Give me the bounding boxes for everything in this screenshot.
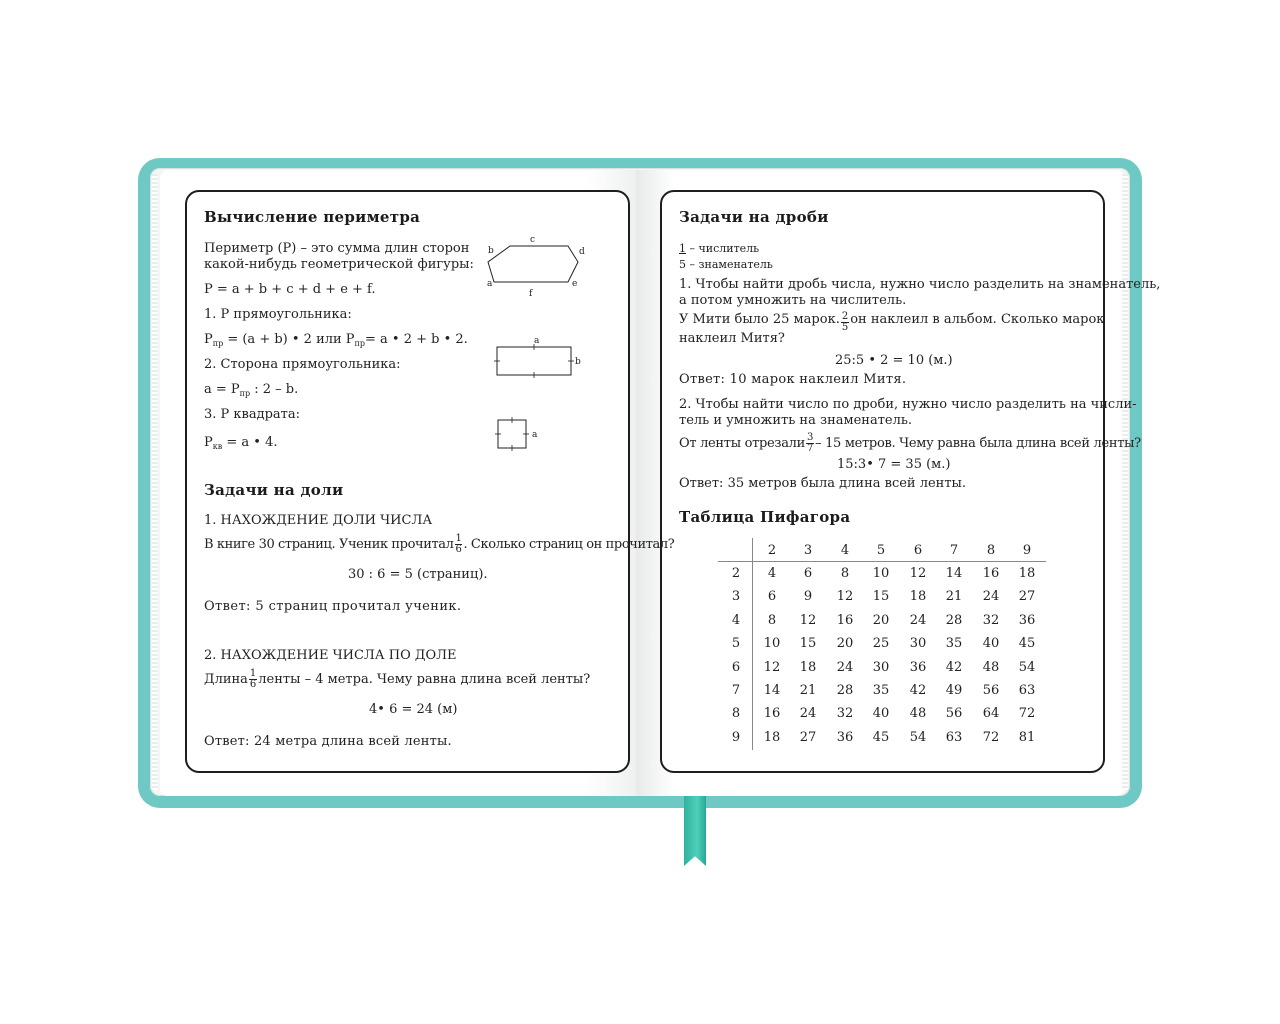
table-cell: 18 <box>799 660 817 675</box>
table-cell: 45 <box>872 730 890 745</box>
table-cell: 12 <box>799 613 817 628</box>
rectangle-diagram <box>490 334 590 380</box>
definition-line-1: Периметр (Р) – это сумма длин сторон <box>204 241 470 256</box>
table-cell: 12 <box>909 566 927 581</box>
shares-title: Задачи на доли <box>204 481 344 499</box>
table-row-label: 5 <box>731 636 741 651</box>
table-cell: 16 <box>763 706 781 721</box>
table-header-cell: 2 <box>767 543 777 558</box>
square-heading: 3. Р квадрата: <box>204 407 301 422</box>
rule1-line1: 1. Чтобы найти дробь числа, нужно число разделить на знаменатель, <box>679 277 1161 292</box>
table-cell: 10 <box>872 566 890 581</box>
table-cell: 48 <box>909 706 927 721</box>
table-row-label: 8 <box>731 706 741 721</box>
table-cell: 56 <box>982 683 1000 698</box>
table-row-label: 6 <box>731 660 741 675</box>
problem2-text: От ленты отрезали $\frac{3}{7}$ – 15 метров. Чему равна была длина всей ленты? <box>679 432 1141 454</box>
table-row-label: 4 <box>731 613 741 628</box>
table-cell: 32 <box>836 706 854 721</box>
table-header-cell: 8 <box>986 543 996 558</box>
table-cell: 24 <box>836 660 854 675</box>
table-cell: 18 <box>909 589 927 604</box>
hex-label-a: a <box>487 279 493 289</box>
table-row-label: 9 <box>731 730 741 745</box>
table-cell: 35 <box>872 683 890 698</box>
problem2-solution: 15:3• 7 = 35 (м.) <box>837 457 951 472</box>
side-heading: 2. Сторона прямоугольника: <box>204 357 401 372</box>
table-cell: 8 <box>767 613 777 628</box>
table-cell: 40 <box>872 706 890 721</box>
table-cell: 54 <box>1018 660 1036 675</box>
table-cell: 36 <box>909 660 927 675</box>
table-cell: 16 <box>836 613 854 628</box>
table-cell: 12 <box>836 589 854 604</box>
hex-label-b: b <box>488 246 494 256</box>
problem1-solution: 25:5 • 2 = 10 (м.) <box>835 353 953 368</box>
table-cell: 32 <box>982 613 1000 628</box>
table-cell: 14 <box>945 566 963 581</box>
table-cell: 72 <box>1018 706 1036 721</box>
table-cell: 30 <box>909 636 927 651</box>
rect-label-b: b <box>575 357 581 367</box>
table-row-label: 3 <box>731 589 741 604</box>
table-cell: 36 <box>836 730 854 745</box>
left-page-edge <box>152 174 158 790</box>
table-cell: 20 <box>836 636 854 651</box>
table-cell: 30 <box>872 660 890 675</box>
hex-label-e: e <box>572 279 578 289</box>
right-page-edge <box>1122 174 1128 790</box>
table-cell: 4 <box>767 566 777 581</box>
table-cell: 18 <box>1018 566 1036 581</box>
table-cell: 81 <box>1018 730 1036 745</box>
task1-heading: 1. НАХОЖДЕНИЕ ДОЛИ ЧИСЛА <box>204 513 433 528</box>
table-cell: 49 <box>945 683 963 698</box>
table-cell: 35 <box>945 636 963 651</box>
table-cell: 27 <box>799 730 817 745</box>
problem1-line2: наклеил Митя? <box>679 331 785 346</box>
table-header-cell: 4 <box>840 543 850 558</box>
table-header-cell: 7 <box>949 543 959 558</box>
table-cell: 56 <box>945 706 963 721</box>
perimeter-title: Вычисление периметра <box>204 208 421 226</box>
table-vertical-rule <box>752 538 753 750</box>
problem2-answer: Ответ: 35 метров была длина всей ленты. <box>679 476 967 491</box>
table-cell: 63 <box>945 730 963 745</box>
task2-text: Длина $\frac{1}{6}$ ленты – 4 метра. Чему равна длина всей ленты? <box>204 668 591 690</box>
table-cell: 8 <box>840 566 850 581</box>
table-header-cell: 5 <box>876 543 886 558</box>
table-cell: 10 <box>763 636 781 651</box>
table-cell: 24 <box>799 706 817 721</box>
rectangle-formula: $Р_{пр} = (a + b)$ • 2 или $Р_{пр}= a$ • 2 + b • 2. <box>204 332 468 348</box>
problem1-text: У Мити было 25 марок. $\frac{2}{5}$ он наклеил в альбом. Сколько марок <box>679 311 1105 333</box>
task2-solution: 4• 6 = 24 (м) <box>369 702 458 717</box>
table-cell: 15 <box>872 589 890 604</box>
hex-label-d: d <box>579 247 585 257</box>
task1-answer: Ответ: 5 страниц прочитал ученик. <box>204 599 462 614</box>
square-formula: $Р_{кв} = a$ • 4. <box>204 435 278 451</box>
rule2-line2: тель и умножить на знаменатель. <box>679 413 913 428</box>
task1-solution: 30 : 6 = 5 (страниц). <box>348 567 488 582</box>
hexagon-diagram <box>482 232 592 300</box>
table-cell: 21 <box>799 683 817 698</box>
table-header-cell: 6 <box>913 543 923 558</box>
table-cell: 15 <box>799 636 817 651</box>
table-header-cell: 9 <box>1022 543 1032 558</box>
hex-label-c: c <box>530 235 536 245</box>
table-cell: 28 <box>945 613 963 628</box>
table-cell: 72 <box>982 730 1000 745</box>
rect-label-a: a <box>534 336 540 346</box>
rule2-line1: 2. Чтобы найти число по дроби, нужно число разделить на числи- <box>679 397 1137 412</box>
square-label-a: a <box>532 430 538 440</box>
table-cell: 48 <box>982 660 1000 675</box>
task2-answer: Ответ: 24 метра длина всей ленты. <box>204 734 452 749</box>
table-cell: 36 <box>1018 613 1036 628</box>
table-horizontal-rule <box>718 561 1046 562</box>
pythagoras-table-title: Таблица Пифагора <box>679 508 851 526</box>
table-cell: 54 <box>909 730 927 745</box>
perimeter-formula: Р = a + b + c + d + e + f. <box>204 282 376 297</box>
table-cell: 25 <box>872 636 890 651</box>
table-row-label: 7 <box>731 683 741 698</box>
table-cell: 63 <box>1018 683 1036 698</box>
table-cell: 14 <box>763 683 781 698</box>
table-cell: 24 <box>982 589 1000 604</box>
table-cell: 42 <box>909 683 927 698</box>
table-cell: 6 <box>767 589 777 604</box>
fractions-title: Задачи на дроби <box>679 208 829 226</box>
definition-line-2: какой-нибудь геометрической фигуры: <box>204 257 474 272</box>
hex-label-f: f <box>529 289 533 299</box>
table-cell: 20 <box>872 613 890 628</box>
task1-text: В книге 30 страниц. Ученик прочитал $\frac{1}{6}$ . Сколько страниц он прочитал? <box>204 533 675 555</box>
numerator-legend: 1 – числитель <box>679 242 760 255</box>
table-cell: 40 <box>982 636 1000 651</box>
square-diagram <box>492 416 552 452</box>
problem1-answer: Ответ: 10 марок наклеил Митя. <box>679 372 907 387</box>
side-formula: $a = Р_{пр}$ : 2 – b. <box>204 382 299 398</box>
table-cell: 21 <box>945 589 963 604</box>
table-cell: 16 <box>982 566 1000 581</box>
table-cell: 9 <box>803 589 813 604</box>
table-cell: 27 <box>1018 589 1036 604</box>
table-cell: 6 <box>803 566 813 581</box>
table-header-cell: 3 <box>803 543 813 558</box>
rule1-line2: а потом умножить на числитель. <box>679 293 907 308</box>
table-cell: 28 <box>836 683 854 698</box>
table-row-label: 2 <box>731 566 741 581</box>
rectangle-heading: 1. Р прямоугольника: <box>204 307 352 322</box>
bookmark-ribbon <box>684 796 706 866</box>
task2-heading: 2. НАХОЖДЕНИЕ ЧИСЛА ПО ДОЛЕ <box>204 648 457 663</box>
table-cell: 18 <box>763 730 781 745</box>
table-cell: 45 <box>1018 636 1036 651</box>
table-cell: 12 <box>763 660 781 675</box>
denominator-legend: 5 – знаменатель <box>679 258 773 271</box>
table-cell: 42 <box>945 660 963 675</box>
table-cell: 64 <box>982 706 1000 721</box>
table-cell: 24 <box>909 613 927 628</box>
